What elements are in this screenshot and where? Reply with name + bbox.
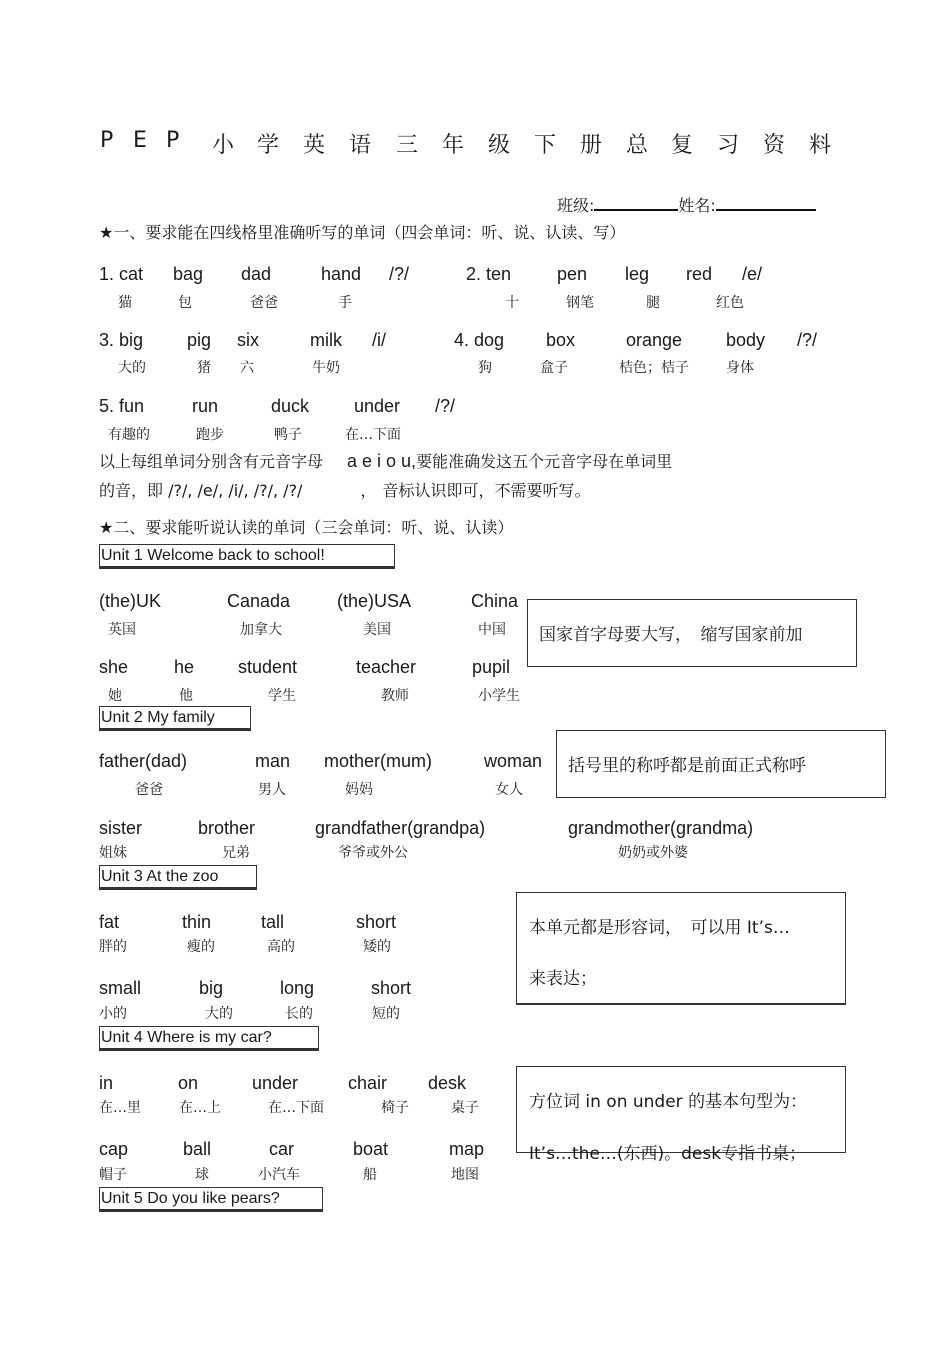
name-label-text: 姓名: [678,196,716,215]
s1-row2-word: orange [626,330,683,350]
title-char: 英 [303,133,326,158]
para-text: 以上每组单词分别含有元音字母 [99,452,324,471]
u1-row2-word: pupil [472,657,511,677]
u2-row2-word: sister [99,818,143,838]
s1-row3-word: 5. fun [99,396,145,416]
name-blank [716,194,816,211]
u3-row1-word: tall [261,912,285,932]
unit4-title: Unit 4 Where is my car? [99,1026,319,1051]
title-char: 资 [763,133,786,158]
s1-row1-word: dad [241,264,272,284]
section2-heading: ★二、要求能听说认读的单词（三会单词：听、说、认读） [99,518,514,537]
u3-row1-word: thin [182,912,212,932]
u1-row1-meaning: 加拿大 [240,622,282,638]
s1-row3-meaning: 在…下面 [345,427,401,443]
u4-row1-meaning: 在…下面 [268,1100,324,1116]
u4-row2-meaning: 帽子 [99,1167,127,1183]
u4-row2-word: car [269,1139,295,1159]
u3-row2-meaning: 短的 [372,1006,400,1022]
u3-row1-meaning: 胖的 [99,939,127,955]
u2-row2-meaning: 爷爷或外公 [338,845,408,861]
u3-row2-word: long [280,978,315,998]
unit1-title: Unit 1 Welcome back to school! [99,544,395,569]
section1-heading: ★一、要求能在四线格里准确听写的单词（四会单词：听、说、认读、写） [99,223,626,242]
para-text: 音标认识即可，不需要听写。 [382,481,591,500]
u4-row1-meaning: 椅子 [381,1100,409,1116]
u4-row1-meaning: 在…上 [179,1100,221,1116]
u3-row2-word: small [99,978,142,998]
s1-row3-word: /?/ [435,396,456,416]
title-char: P [166,128,180,153]
u3-row2-meaning: 大的 [205,1006,233,1022]
title-char: 三 [396,133,419,158]
s1-row1-meaning: 十 [505,295,519,311]
para-text: 的音，即 /?/, /e/, /i/, /?/, /?/ [99,481,303,500]
title-char: P [100,128,114,153]
u3-row1-word: fat [99,912,120,932]
u1-row2-word: teacher [356,657,417,677]
s1-row2-word: 4. dog [454,330,505,350]
s1-row3-word: duck [271,396,310,416]
s1-row3-word: under [354,396,401,416]
u4-row1-meaning: 在…里 [99,1100,141,1116]
unit3-note [516,892,846,1005]
title-char: 级 [488,133,511,158]
u4-row2-word: boat [353,1139,389,1159]
para-text: 要能准确发这五个元音字母在单词里 [416,452,673,471]
unit1-note: 国家首字母要大写， 缩写国家前加 [527,599,857,667]
s1-row1-meaning: 猫 [118,295,132,311]
u4-row2-word: map [449,1139,485,1159]
para-vowels: a e i o u, [347,451,417,471]
s1-row2-meaning: 狗 [478,360,492,376]
u2-row1-word: mother(mum) [324,751,433,771]
s1-row1-word: 2. ten [466,264,512,284]
para-comma: ， [360,481,377,500]
unit4-note-line2: It’s…the…(东西)。desk专指书桌； [529,1144,807,1164]
u1-row1-word: China [471,591,519,611]
title-char: 册 [580,133,603,158]
u4-row2-word: cap [99,1139,129,1159]
unit4-note [516,1066,846,1164]
title-char: 学 [257,133,280,158]
title-char: E [133,128,147,153]
u3-row1-meaning: 高的 [267,939,295,955]
u4-row1-word: desk [428,1073,467,1093]
u1-row1-word: (the)USA [337,591,412,611]
s1-row1-meaning: 手 [338,295,352,311]
s1-row3-word: run [192,396,219,416]
u2-row2-meaning: 兄弟 [222,845,250,861]
s1-row1-word: pen [557,264,588,284]
unit3-title: Unit 3 At the zoo [99,865,257,890]
u4-row1-word: under [252,1073,299,1093]
s1-row2-meaning: 大的 [118,360,146,376]
u1-row1-meaning: 中国 [478,622,506,638]
u4-row1-word: in [99,1073,114,1093]
s1-row2-word: 3. big [99,330,144,350]
u2-row1-word: father(dad) [99,751,188,771]
title-char: 小 [212,133,235,158]
u2-row1-meaning: 爸爸 [135,782,163,798]
u2-row2-word: grandmother(grandma) [568,818,754,838]
s1-row1-meaning: 爸爸 [250,295,278,311]
unit3-note-line2: 来表达； [529,969,597,989]
u3-row2-meaning: 小的 [99,1006,127,1022]
u4-row1-word: chair [348,1073,388,1093]
title-char: 下 [534,133,557,158]
u4-row1-word: on [178,1073,199,1093]
u4-row2-meaning: 船 [363,1167,377,1183]
s1-row1-word: bag [173,264,204,284]
u3-row2-word: short [371,978,412,998]
title-char: 总 [626,133,649,158]
u4-row2-meaning: 球 [195,1167,209,1183]
unit2-title: Unit 2 My family [99,706,251,731]
s1-row1-word: hand [321,264,362,284]
u2-row2-meaning: 姐妹 [99,845,127,861]
u3-row2-meaning: 长的 [285,1006,313,1022]
u3-row1-meaning: 瘦的 [187,939,215,955]
s1-row1-meaning: 腿 [646,295,660,311]
s1-row2-meaning: 猪 [197,360,211,376]
u1-row2-word: student [238,657,298,677]
s1-row1-meaning: 钢笔 [566,295,594,311]
u2-row1-meaning: 女人 [495,782,523,798]
u1-row1-meaning: 美国 [363,622,391,638]
title-char: 复 [671,133,694,158]
class-blank [594,194,678,211]
title-char: 语 [349,133,372,158]
s1-row3-meaning: 有趣的 [108,427,150,443]
s1-row2-word: box [546,330,576,350]
s1-row2-word: pig [187,330,212,350]
unit5-title: Unit 5 Do you like pears? [99,1187,323,1212]
s1-row2-word: /i/ [372,330,387,350]
u4-row2-meaning: 地图 [451,1167,479,1183]
s1-row2-meaning: 桔色；桔子 [619,360,689,376]
u3-row1-word: short [356,912,397,932]
u1-row2-meaning: 小学生 [478,688,520,704]
u2-row2-word: brother [198,818,256,838]
u2-row1-word: woman [484,751,543,771]
s1-row3-meaning: 鸭子 [274,427,302,443]
s1-row2-word: milk [310,330,342,350]
u2-row2-word: grandfather(grandpa) [315,818,486,838]
u4-row2-word: ball [183,1139,212,1159]
s1-row1-word: red [686,264,713,284]
u1-row1-meaning: 英国 [108,622,136,638]
u2-row1-meaning: 妈妈 [345,782,373,798]
u1-row2-meaning: 教师 [381,688,409,704]
u2-row1-meaning: 男人 [258,782,286,798]
unit3-note-line1: 本单元都是形容词， 可以用 It’s… [529,918,790,938]
u3-row2-word: big [199,978,224,998]
vowel-paragraph-line2 [99,478,590,501]
u3-row1-meaning: 矮的 [363,939,391,955]
s1-row1-meaning: 红色 [716,295,744,311]
s1-row1-word: /e/ [742,264,763,284]
s1-row1-word: leg [625,264,650,284]
s1-row1-word: /?/ [389,264,410,284]
title-char: 年 [442,133,465,158]
u1-row1-word: (the)UK [99,591,162,611]
s1-row2-word: /?/ [797,330,818,350]
s1-row1-word: 1. cat [99,264,144,284]
unit2-note: 括号里的称呼都是前面正式称呼 [556,730,886,798]
title-char: 料 [809,133,832,158]
title-char: 习 [717,133,740,158]
class-label-text: 班级: [557,196,595,215]
u1-row1-word: Canada [227,591,291,611]
s1-row2-meaning: 六 [240,360,254,376]
u2-row2-meaning: 奶奶或外婆 [618,845,688,861]
u1-row2-meaning: 她 [108,688,122,704]
u2-row1-word: man [255,751,291,771]
s1-row2-word: six [237,330,259,350]
s1-row2-meaning: 牛奶 [312,360,340,376]
u1-row2-meaning: 学生 [268,688,296,704]
u4-row1-meaning: 桌子 [451,1100,479,1116]
u4-row2-meaning: 小汽车 [258,1167,300,1183]
u1-row2-meaning: 他 [179,688,193,704]
s1-row3-meaning: 跑步 [196,427,224,443]
u1-row2-word: she [99,657,129,677]
s1-row2-meaning: 身体 [726,360,754,376]
vowel-paragraph-line1 [99,449,672,472]
u1-row2-word: he [174,657,195,677]
class-label [557,193,816,216]
unit4-note-line1: 方位词 in on under 的基本句型为： [529,1092,808,1112]
s1-row1-meaning: 包 [178,295,192,311]
s1-row2-meaning: 盒子 [540,360,568,376]
s1-row2-word: body [726,330,766,350]
